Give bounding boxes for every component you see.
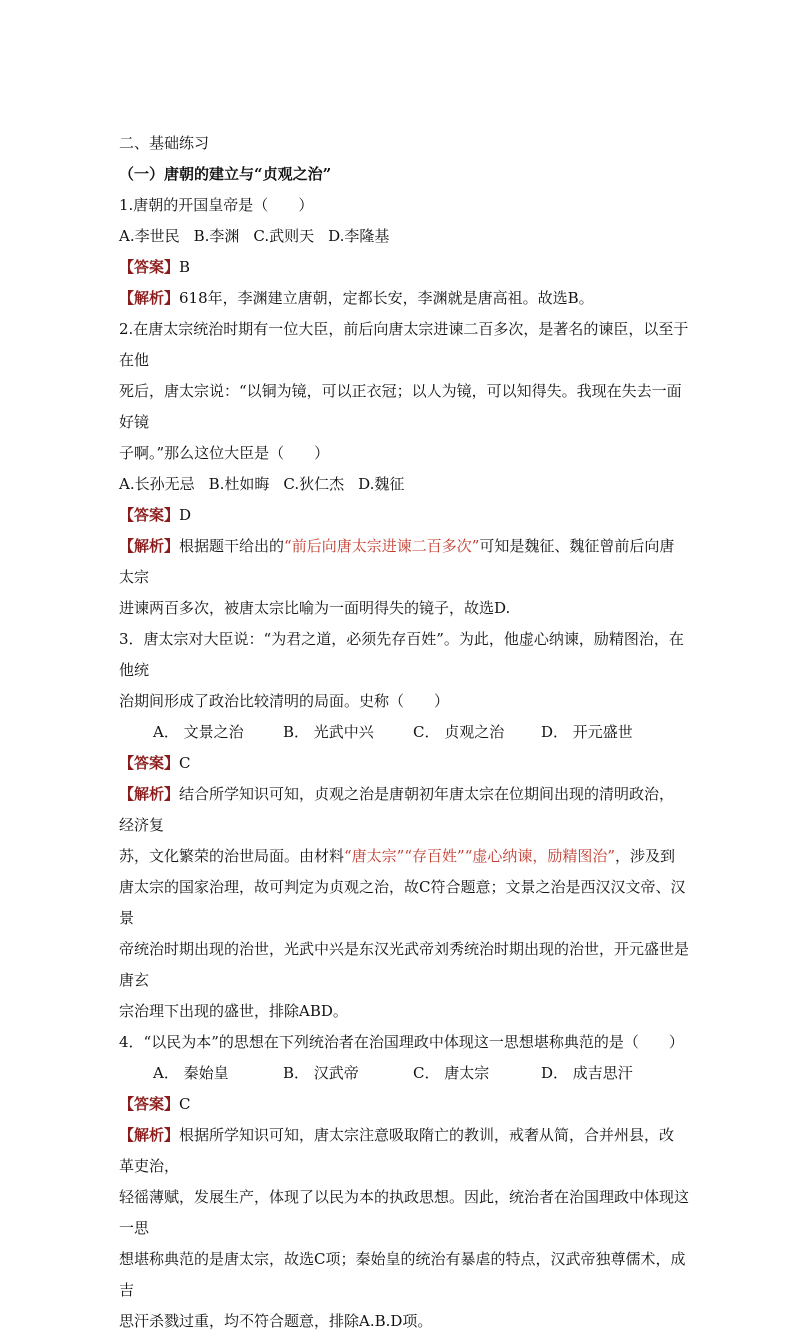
q3-analysis-text: 苏，文化繁荣的治世局面。由材料 xyxy=(119,847,345,865)
q2-option-c: C.狄仁杰 xyxy=(283,475,345,493)
q1-analysis xyxy=(119,283,689,314)
q1-stem: 1.唐朝的开国皇帝是（ ） xyxy=(119,196,314,214)
q4-analysis xyxy=(119,1120,689,1182)
q3-option-d: D． 开元盛世 xyxy=(541,723,633,741)
q3-stem-line: 治期间形成了政治比较清明的局面。史称（ ） xyxy=(119,692,450,710)
q4-analysis-text: 根据所学知识可知，唐太宗注意吸取隋亡的教训，戒奢从简，合并州县，改革吏治， xyxy=(119,1126,675,1175)
q3-analysis-line xyxy=(119,841,689,872)
q4-option-c: C． 唐太宗 xyxy=(413,1064,490,1082)
answer-tag: 【答案】 xyxy=(119,258,180,276)
q1-answer-value: B xyxy=(179,258,191,276)
q3-analysis-quote: “存百姓” xyxy=(404,847,465,865)
q1-option-a: A.李世民 xyxy=(119,227,180,245)
q2-analysis-text-a: 根据题干给出的 xyxy=(179,537,285,555)
q3-analysis-line: 宗治理下出现的盛世，排除ABD。 xyxy=(119,1002,348,1020)
q4-stem: 4．“以民为本”的思想在下列统治者在治国理政中体现这一思想堪称典范的是（ ） xyxy=(119,1033,684,1051)
q3-option-c: C． 贞观之治 xyxy=(413,723,505,741)
q1-option-d: D.李隆基 xyxy=(328,227,390,245)
q3-analysis-line: 唐太宗的国家治理，故可判定为贞观之治，故C符合题意；文景之治是西汉汉文帝、汉景 xyxy=(119,878,686,927)
q4-answer xyxy=(119,1089,689,1120)
q4-analysis-line: 思汗杀戮过重，均不符合题意，排除A.B.D项。 xyxy=(119,1312,433,1330)
q4-analysis-line: 想堪称典范的是唐太宗，故选C项；秦始皇的统治有暴虐的特点，汉武帝独尊儒术，成吉 xyxy=(119,1250,686,1299)
q3-analysis-text: ，涉及到 xyxy=(615,847,676,865)
q2-options xyxy=(119,469,689,500)
q2-option-a: A.长孙无忌 xyxy=(119,475,195,493)
q2-stem-line: 2.在唐太宗统治时期有一位大臣，前后向唐太宗进谏二百多次，是著名的谏臣，以至于在他 xyxy=(119,320,689,369)
q3-analysis-quote: “虚心纳谏，励精图治” xyxy=(464,847,616,865)
q1-option-c: C.武则天 xyxy=(253,227,315,245)
q2-option-d: D.魏征 xyxy=(358,475,405,493)
answer-tag: 【答案】 xyxy=(119,754,180,772)
q3-option-b: B． 光武中兴 xyxy=(283,723,374,741)
q2-analysis-line: 进谏两百多次，被唐太宗比喻为一面明得失的镜子，故选D. xyxy=(119,599,511,617)
q2-answer xyxy=(119,500,689,531)
q3-answer xyxy=(119,748,689,779)
q3-analysis-text: 结合所学知识可知，贞观之治是唐朝初年唐太宗在位期间出现的清明政治，经济复 xyxy=(119,785,675,834)
analysis-tag: 【解析】 xyxy=(119,1126,180,1144)
section-title: 二、基础练习 xyxy=(119,134,210,152)
q2-analysis-text-b: 可知是魏征、魏征曾前后向唐太宗 xyxy=(119,537,675,586)
q1-options xyxy=(119,221,689,252)
document-content xyxy=(119,128,689,1337)
q2-stem-line: 死后，唐太宗说：“以铜为镜，可以正衣冠；以人为镜，可以知得失。我现在失去一面好镜 xyxy=(119,382,682,431)
q3-analysis xyxy=(119,779,689,841)
analysis-tag: 【解析】 xyxy=(119,785,180,803)
q2-stem-line: 子啊。”那么这位大臣是（ ） xyxy=(119,444,330,462)
q4-answer-value: C xyxy=(179,1095,191,1113)
q4-option-b: B． 汉武帝 xyxy=(283,1064,359,1082)
q3-option-a: A． 文景之治 xyxy=(153,723,244,741)
q1-option-b: B.李渊 xyxy=(193,227,240,245)
q2-analysis xyxy=(119,531,689,593)
q2-answer-value: D xyxy=(179,506,192,524)
q1-analysis-text: 618年，李渊建立唐朝，定都长安，李渊就是唐高祖。故选B。 xyxy=(179,289,594,307)
q2-analysis-quote: “前后向唐太宗进谏二百多次” xyxy=(284,537,480,555)
q3-analysis-quote: “唐太宗” xyxy=(344,847,405,865)
analysis-tag: 【解析】 xyxy=(119,537,180,555)
q3-options xyxy=(119,717,689,748)
q1-answer xyxy=(119,252,689,283)
q4-options xyxy=(119,1058,689,1089)
analysis-tag: 【解析】 xyxy=(119,289,180,307)
q3-stem-line: 3．唐太宗对大臣说：“为君之道，必须先存百姓”。为此，他虚心纳谏，励精图治，在他统 xyxy=(119,630,684,679)
q2-option-b: B.杜如晦 xyxy=(208,475,270,493)
q3-answer-value: C xyxy=(179,754,191,772)
q4-option-d: D． 成吉思汗 xyxy=(541,1064,633,1082)
subsection-title: （一）唐朝的建立与“贞观之治” xyxy=(119,165,332,183)
answer-tag: 【答案】 xyxy=(119,506,180,524)
q4-analysis-line: 轻徭薄赋，发展生产，体现了以民为本的执政思想。因此，统治者在治国理政中体现这一思 xyxy=(119,1188,690,1237)
answer-tag: 【答案】 xyxy=(119,1095,180,1113)
q3-analysis-line: 帝统治时期出现的治世，光武中兴是东汉光武帝刘秀统治时期出现的治世，开元盛世是唐玄 xyxy=(119,940,690,989)
q4-option-a: A． 秦始皇 xyxy=(153,1064,229,1082)
